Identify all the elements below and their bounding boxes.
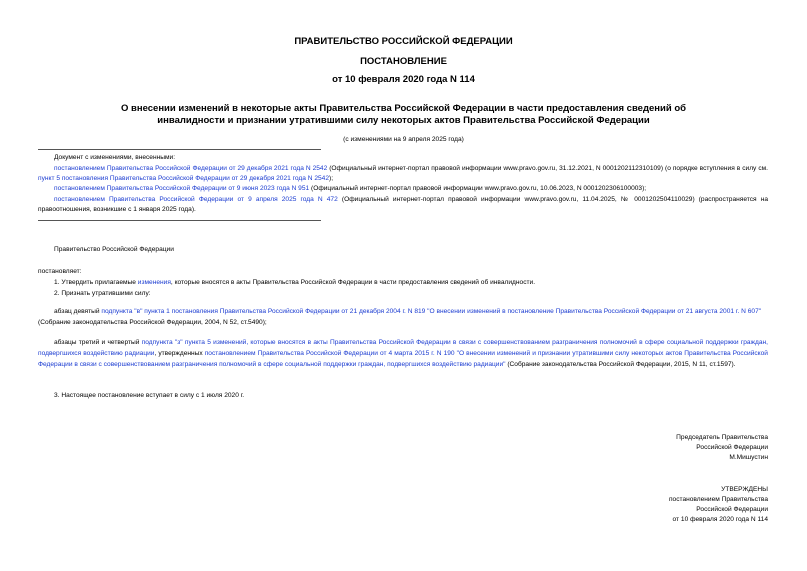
divider-bottom	[38, 220, 321, 221]
signature-title: Председатель Правительства	[676, 434, 768, 441]
repealed-link-819[interactable]: подпункта "в" пункта 1 постановления Правительства Российской Федерации от 21 декабря 2004 г. N 819 "О внесении изменений в постановление Правительства Российской Федерации от 21 августа 2001 г. N 607"	[101, 308, 762, 315]
approved-title: УТВЕРЖДЕНЫ	[721, 486, 768, 493]
approved-line-1: постановлением Правительства	[668, 496, 768, 503]
repealed-link-changes[interactable]: подпункта "з" пункта 5 изменений, которые вносятся в акты Правительства Российской Федерации в связи с совершенствованием разграничения полномочий в сфере социальной поддержки граждан, подвергшихся воздействию радиации	[38, 339, 768, 357]
changes-link[interactable]: изменения	[137, 279, 171, 286]
change-item-3: постановлением Правительства Российской Федерации от 9 апреля 2025 года N 472 (Официальный интернет-портал правовой информации www.pravo.gov.ru, 11.04.2025, № 0001202504110029) (распространяется на правоотношения, возникшие с 1 января 2025 года).	[38, 196, 768, 213]
government-subject: Правительство Российской Федерации	[54, 246, 174, 253]
changes-intro: Документ с изменениями, внесенными:	[54, 154, 176, 161]
signature-name: М.Мишустин	[729, 454, 768, 461]
government-heading: ПРАВИТЕЛЬСТВО РОССИЙСКОЙ ФЕДЕРАЦИИ	[294, 36, 513, 47]
signature-subtitle: Российской Федерации	[696, 444, 768, 451]
repealed-item-2: абзацы третий и четвертый подпункта "з" пункта 5 изменений, которые вносятся в акты Правительства Российской Федерации в связи с совершенствованием разграничения полномочий в сфере социальной поддержки граждан, подвергшихся воздействию радиации, утвержденных постановлением Правительства Российской Федерации от 4 марта 2015 г. N 190 "О внесении изменений и признании утратившими силу некоторых актов Правительства Российской Федерации в связи с совершенствованием разграничения полномочий в сфере социальной поддержки граждан, подвергшихся воздействию радиации" (Собрание законодательства Российской Федерации, 2015, N 11, ст.1597).	[38, 339, 768, 368]
paragraph-3: 3. Настоящее постановление вступает в силу с 1 июля 2020 г.	[54, 392, 245, 399]
repealed-item-1: абзац девятый подпункта "в" пункта 1 постановления Правительства Российской Федерации от 21 декабря 2004 г. N 819 "О внесении изменений в постановление Правительства Российской Федерации от 21 августа 2001 г. N 607" (Собрание законодательства Российской Федерации, 2004, N 52, ст.5490);	[38, 308, 762, 326]
divider-top	[38, 149, 321, 150]
revision-note: (с изменениями на 9 апреля 2025 года)	[343, 136, 464, 143]
change-link-2023[interactable]: постановлением Правительства Российской Федерации от 9 июня 2023 года N 951	[54, 185, 310, 192]
paragraph-2: 2. Признать утратившими силу:	[54, 290, 151, 297]
approved-line-2: Российской Федерации	[696, 506, 768, 513]
change-link-2021[interactable]: постановлением Правительства Российской Федерации от 29 декабря 2021 года N 2542	[54, 165, 328, 172]
paragraph-1: 1. Утвердить прилагаемые изменения, которые вносятся в акты Правительства Российской Федерации в части предоставления сведений об инвалидности.	[54, 279, 536, 286]
document-type: ПОСТАНОВЛЕНИЕ	[360, 56, 447, 67]
approved-line-3: от 10 февраля 2020 года N 114	[672, 516, 768, 523]
change-item-2: постановлением Правительства Российской Федерации от 9 июня 2023 года N 951 (Официальный интернет-портал правовой информации www.pravo.gov.ru, 10.06.2023, N 0001202306100003);	[54, 185, 647, 192]
document-title: О внесении изменений в некоторые акты Правительства Российской Федерации в части предоставления сведений об инвалидности и признании утратившими силу некоторых актов Правительства Российской Федерации	[120, 103, 686, 126]
change-link-2025[interactable]: постановлением Правительства Российской Федерации от 9 апреля 2025 года N 472	[54, 196, 338, 203]
change-item-1: постановлением Правительства Российской Федерации от 29 декабря 2021 года N 2542 (Официальный интернет-портал правовой информации www.pravo.gov.ru, 31.12.2021, N 0001202112310109) (о порядке вступления в силу см. пункт 5 постановления Правительства Российской Федерации от 29 декабря 2021 года N 2542);	[38, 165, 768, 182]
repealed-link-190[interactable]: постановлением Правительства Российской Федерации от 4 марта 2015 г. N 190 "О внесении изменений и признании утратившими силу некоторых актов Правительства Российской Федерации в связи с совершенствованием разграничения полномочий в сфере социальной поддержки граждан, подвергшихся воздействию радиации"	[38, 350, 768, 368]
resolves-text: постановляет:	[38, 268, 82, 275]
change-link-2021-p5[interactable]: пункт 5 постановления Правительства Российской Федерации от 29 декабря 2021 года N 2542	[38, 175, 329, 182]
document-date-number: от 10 февраля 2020 года N 114	[332, 74, 475, 85]
